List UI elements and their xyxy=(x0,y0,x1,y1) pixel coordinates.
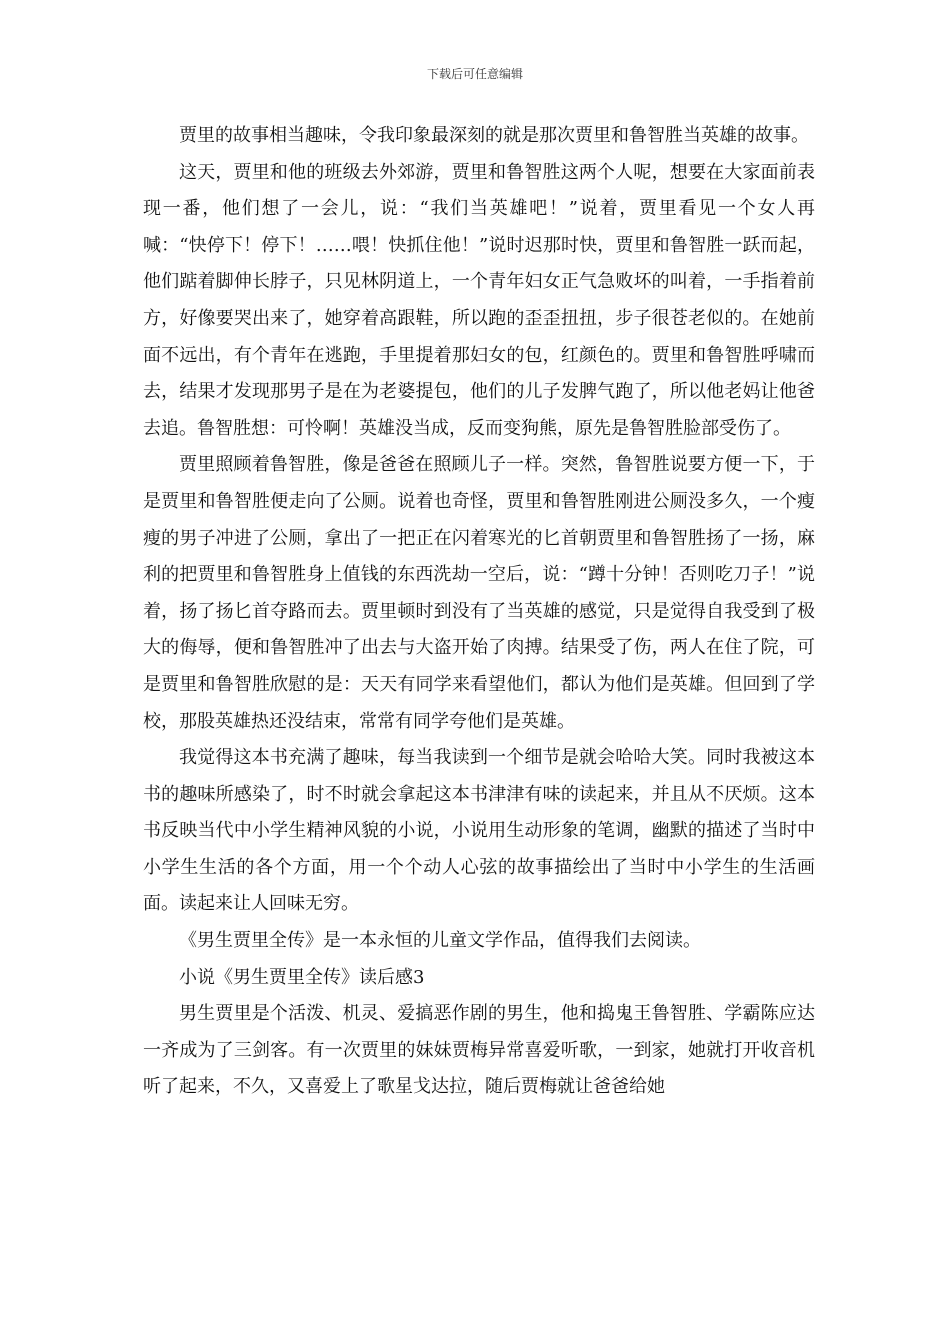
paragraph-1: 贾里的故事相当趣味，令我印象最深刻的就是那次贾里和鲁智胜当英雄的故事。 xyxy=(179,125,809,146)
paragraph-2: 这天，贾里和他的班级去外郊游，贾里和鲁智胜这两个人呢，想要在大家面前表现一番，他们想了一会儿，说：“我们当英雄吧！”说着，贾里看见一个女人再喊：“快停下！停下！……喂！快抓住他！”说时迟那时快，贾里和鲁智胜一跃而起，他们踮着脚伸长脖子，只见林阴道上，一个青年妇女正气急败坏的叫着，一手指着前方，好像要哭出来了，她穿着高跟鞋，所以跑的歪歪扭扭，步子很苍老似的。在她前面不远出，有个青年在逃跑，手里提着那妇女的包，红颜色的。贾里和鲁智胜呼啸而去，结果才发现那男子是在为老婆提包，他们的儿子发脾气跑了，所以他老妈让他爸去追。鲁智胜想：可怜啊！英雄没当成，反而变狗熊，原先是鲁智胜脸部受伤了。 xyxy=(143,161,815,439)
paragraph-4: 我觉得这本书充满了趣味，每当我读到一个细节是就会哈哈大笑。同时我被这本书的趣味所感染了，时不时就会拿起这本书津津有味的读起来，并且从不厌烦。这本书反映当代中小学生精神风貌的小说，小说用生动形象的笔调，幽默的描述了当时中小学生生活的各个方面，用一个个动人心弦的故事描绘出了当时中小学生的生活画面。读起来让人回味无穷。 xyxy=(143,747,815,915)
section-title: 小说《男生贾里全传》读后感3 xyxy=(179,966,425,988)
page-header: 下载后可任意编辑 xyxy=(426,67,523,81)
paragraph-6: 男生贾里是个活泼、机灵、爱搞恶作剧的男生，他和捣鬼王鲁智胜、学霸陈应达一齐成为了三剑客。有一次贾里的妹妹贾梅异常喜爱听歌，一到家，她就打开收音机听了起来，不久，又喜爱上了歌星戈达拉，随后贾梅就让爸爸给她 xyxy=(143,1003,815,1098)
paragraph-3: 贾里照顾着鲁智胜，像是爸爸在照顾儿子一样。突然，鲁智胜说要方便一下，于是贾里和鲁智胜便走向了公厕。说着也奇怪，贾里和鲁智胜刚进公厕没多久，一个瘦瘦的男子冲进了公厕，拿出了一把正在闪着寒光的匕首朝贾里和鲁智胜扬了一扬，麻利的把贾里和鲁智胜身上值钱的东西洗劫一空后，说：“蹲十分钟！否则吃刀子！”说着，扬了扬匕首夺路而去。贾里顿时到没有了当英雄的感觉，只是觉得自我受到了极大的侮辱，便和鲁智胜冲了出去与大盗开始了肉搏。结果受了伤，两人在住了院，可是贾里和鲁智胜欣慰的是：天天有同学来看望他们，都认为他们是英雄。但回到了学校，那股英雄热还没结束，常常有同学夸他们是英雄。 xyxy=(143,454,815,732)
paragraph-5: 《男生贾里全传》是一本永恒的儿童文学作品，值得我们去阅读。 xyxy=(179,930,701,952)
article-body xyxy=(143,118,815,1106)
